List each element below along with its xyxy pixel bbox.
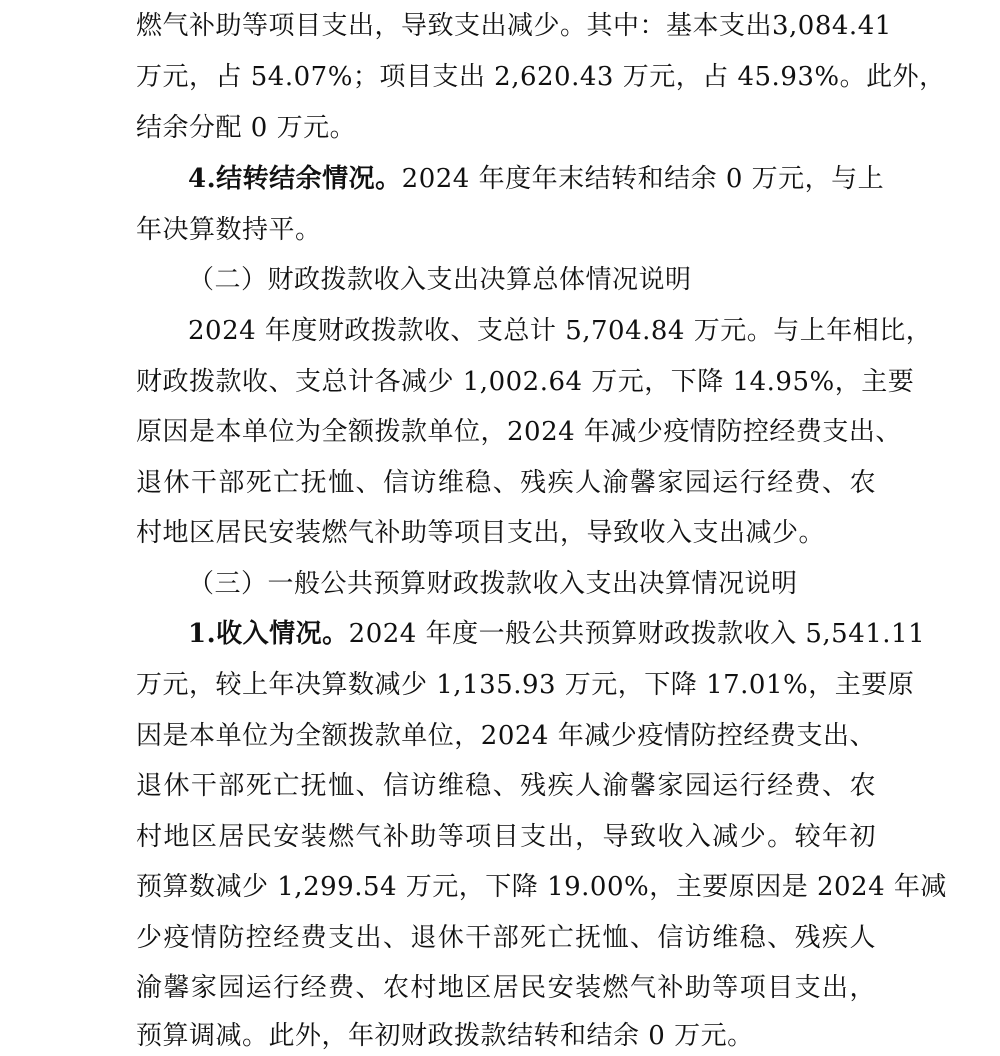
paragraph-line: 村地区居民安装燃气补助等项目支出，导致收入支出减少。 bbox=[136, 518, 826, 548]
paragraph-line: 万元，占 54.07%；项目支出 2,620.43 万元，占 45.93%。此外， bbox=[136, 62, 946, 92]
section-label: 4.结转结余情况。 bbox=[188, 164, 402, 194]
paragraph-line: 燃气补助等项目支出，导致支出减少。其中：基本支出3,084.41 bbox=[136, 11, 892, 41]
paragraph-line: 年决算数持平。 bbox=[136, 215, 322, 245]
paragraph-line: 少疫情防控经费支出、退休干部死亡抚恤、信访维稳、残疾人 bbox=[136, 923, 876, 953]
section-heading: （三）一般公共预算财政拨款收入支出决算情况说明 bbox=[188, 569, 798, 599]
section-label: 1.收入情况。 bbox=[188, 619, 349, 649]
paragraph-line: 结余分配 0 万元。 bbox=[136, 113, 357, 143]
paragraph-line: 财政拨款收、支总计各减少 1,002.64 万元，下降 14.95%，主要 bbox=[136, 367, 915, 397]
paragraph-line: 4.结转结余情况。2024 年度年末结转和结余 0 万元，与上 bbox=[188, 164, 885, 194]
paragraph-line: 渝馨家园运行经费、农村地区居民安装燃气补助等项目支出， bbox=[136, 973, 876, 1003]
paragraph-line: 因是本单位为全额拨款单位，2024 年减少疫情防控经费支出、 bbox=[136, 721, 876, 751]
section-heading: （二）财政拨款收入支出决算总体情况说明 bbox=[188, 265, 692, 295]
paragraph-line: 预算调减。此外，年初财政拨款结转和结余 0 万元。 bbox=[136, 1021, 754, 1051]
paragraph-line: 预算数减少 1,299.54 万元，下降 19.00%，主要原因是 2024 年减 bbox=[136, 872, 947, 902]
paragraph-line: 万元，较上年决算数减少 1,135.93 万元，下降 17.01%，主要原 bbox=[136, 670, 915, 700]
paragraph-line: 1.收入情况。2024 年度一般公共预算财政拨款收入 5,541.11 bbox=[188, 619, 926, 649]
paragraph-line: 退休干部死亡抚恤、信访维稳、残疾人渝馨家园运行经费、农 bbox=[136, 771, 876, 801]
paragraph-line: 退休干部死亡抚恤、信访维稳、残疾人渝馨家园运行经费、农 bbox=[136, 468, 876, 498]
paragraph-line: 原因是本单位为全额拨款单位，2024 年减少疫情防控经费支出、 bbox=[136, 417, 902, 447]
paragraph-line: 村地区居民安装燃气补助等项目支出，导致收入减少。较年初 bbox=[136, 822, 876, 852]
paragraph-line: 2024 年度财政拨款收、支总计 5,704.84 万元。与上年相比， bbox=[188, 316, 933, 346]
